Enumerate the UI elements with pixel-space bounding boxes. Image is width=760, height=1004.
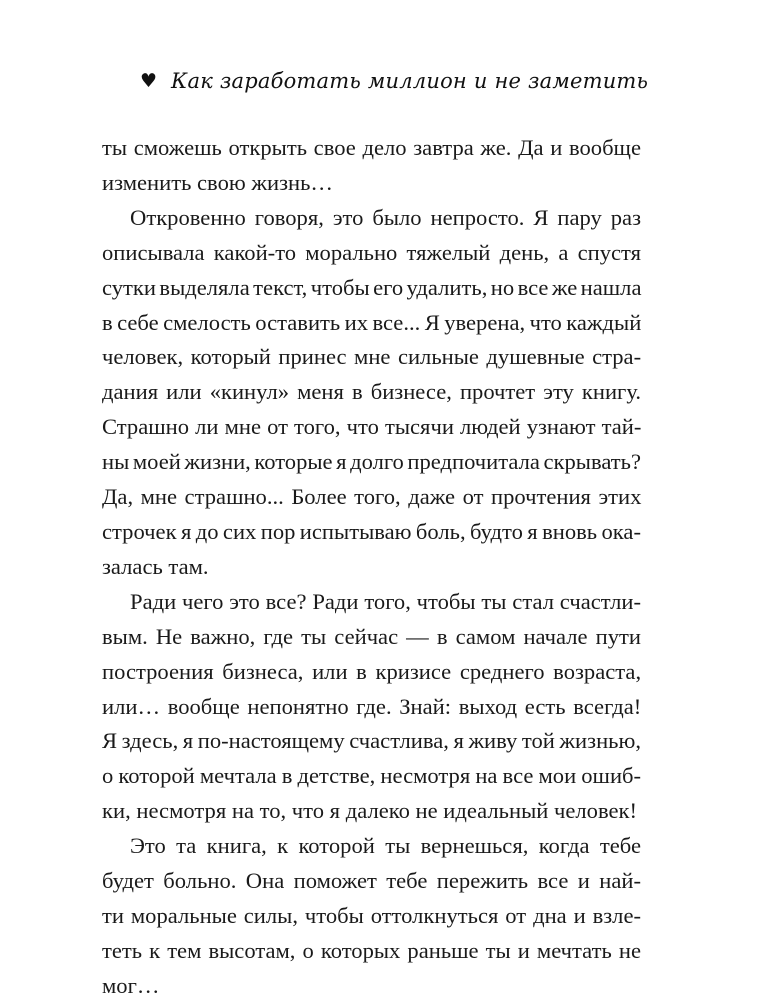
text-line: ты сможешь открыть свое дело завтра же. Да и вообще [102,135,641,160]
text-line: о которой мечтала в детстве, несмотря на все мои ошиб- [102,763,642,789]
text-line: дания или «кинул» меня в бизнесе, прочтет эту книгу. [102,379,641,405]
text-line: Откровенно говоря, это было непросто. Я пару раз [130,204,641,230]
text-line: вым. Не важно, где ты сейчас — в самом начале пути [102,623,641,649]
text-line: Ради чего это все? Ради того, чтобы ты стал счастли- [130,588,641,614]
text-line: или… вообще непонятно где. Знай: выход есть всегда! [102,693,642,719]
text-line: Страшно ли мне от того, что тысячи людей узнают тай- [102,414,642,440]
text-line: Я здесь, я по-настоящему счастлива, я живу той жизнью, [102,728,641,754]
text-line: будет больно. Она поможет тебе пережить все и най- [102,868,641,894]
text-line: построения бизнеса, или в кризисе среднего возраста, [102,658,642,684]
text-line: залась там. [102,553,209,579]
heart-icon: ♥ [140,69,158,92]
text-line: Да, мне страшно... Более того, даже от прочтения этих [102,484,642,510]
paragraph-4 [102,829,641,1004]
text-line: Это та книга, к которой ты вернешься, когда тебе [130,833,641,859]
running-head [140,66,649,96]
text-line: изменить свою жизнь… [102,169,334,195]
text-line: мог… [102,972,160,998]
paragraph-1 [102,131,641,201]
text-line: строчек я до сих пор испытываю боль, будто я вновь ока- [102,518,641,544]
text-line: описывала какой-то морально тяжелый день, а спустя [102,239,641,265]
text-line: ти моральные силы, чтобы оттолкнуться от дна и взле- [102,902,641,928]
text-line: человек, который принес мне сильные душевные стра- [102,344,642,370]
text-line: ны моей жизни, которые я долго предпочитала скрывать? [102,449,641,475]
text-line: теть к тем высотам, о которых раньше ты и мечтать не [102,937,641,963]
text-line: в себе смелость оставить их все... Я уверена, что каждый [102,309,642,335]
running-head-title: Как заработать миллион и не заметить [171,69,649,93]
paragraph-3 [102,585,641,829]
body-text [102,131,641,1004]
paragraph-2 [102,201,641,585]
text-line: сутки выделяла текст, чтобы его удалить, но все же нашла [102,274,642,300]
text-line: ки, несмотря на то, что я далеко не идеальный человек! [102,798,638,824]
